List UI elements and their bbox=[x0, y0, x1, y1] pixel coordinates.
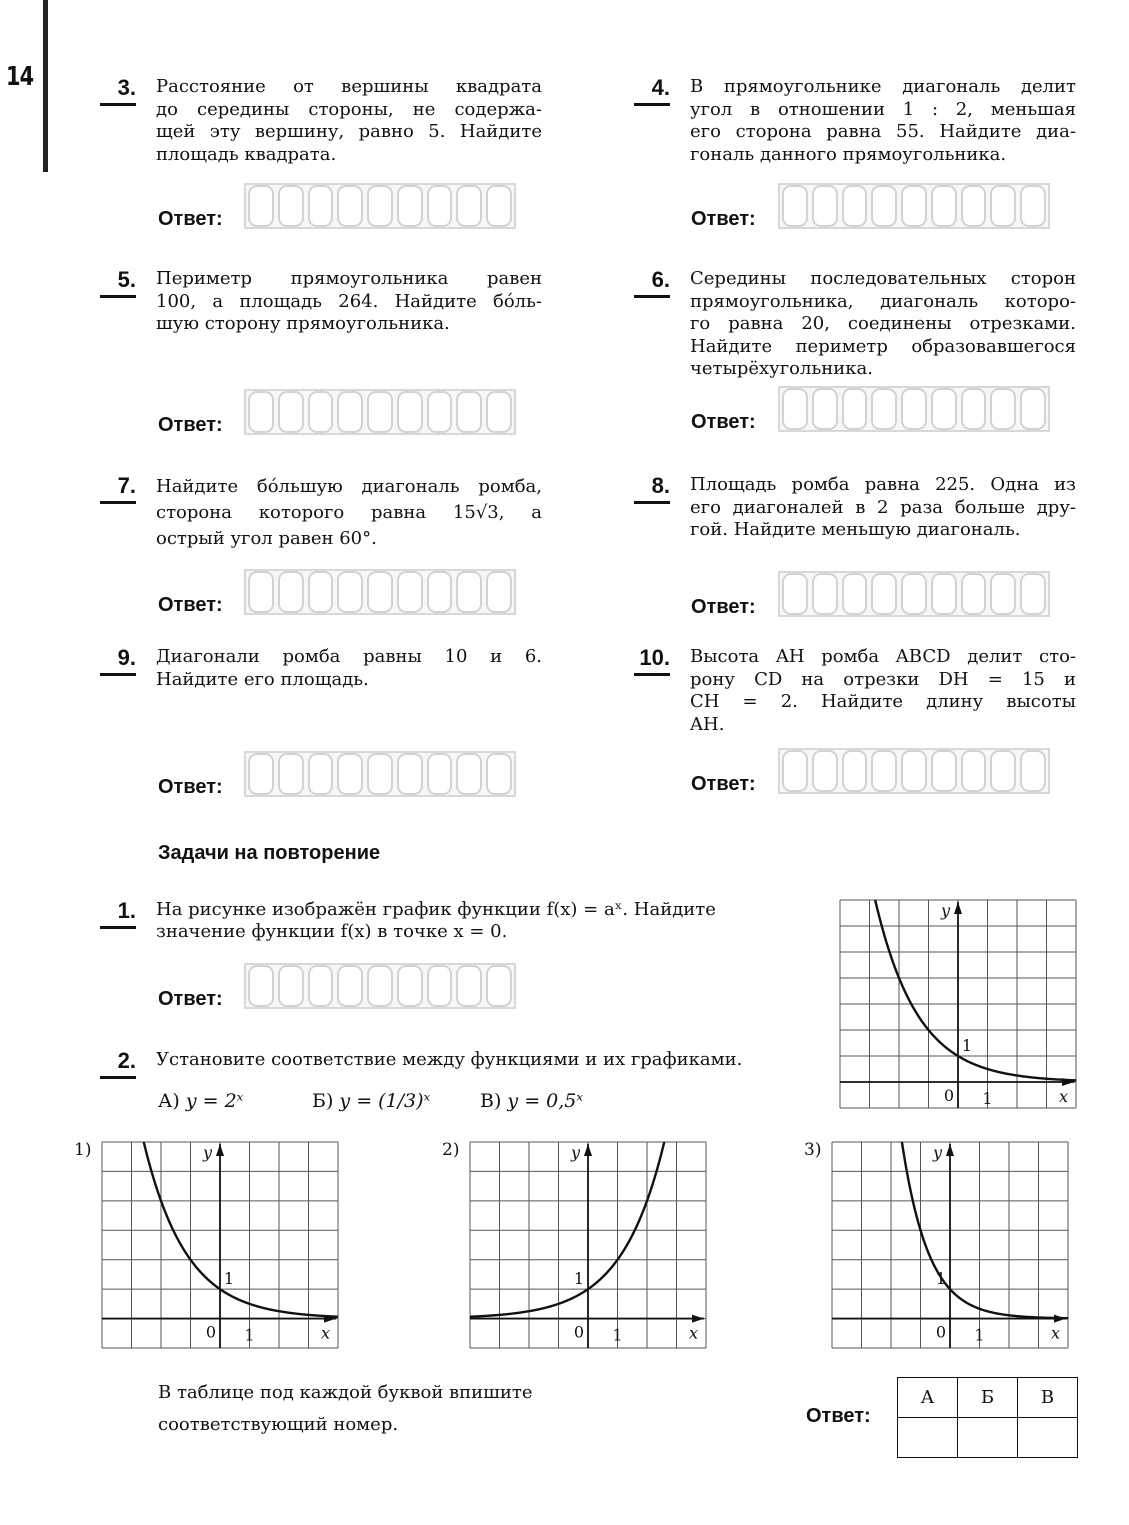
origin-label: 0 bbox=[573, 1322, 585, 1342]
x-axis-arrow bbox=[692, 1315, 704, 1323]
x-axis-label: x bbox=[688, 1323, 698, 1343]
table-header-a: А bbox=[898, 1378, 958, 1418]
task-text: Установите соответствие между функциями и их графиками. bbox=[156, 1049, 743, 1070]
answer-input-9[interactable] bbox=[244, 751, 516, 797]
task-number: 3. bbox=[94, 76, 136, 100]
answer-input-5[interactable] bbox=[244, 389, 516, 435]
y-one-label: 1 bbox=[573, 1269, 585, 1289]
answer-label: Ответ: bbox=[158, 776, 223, 798]
answer-input-10[interactable] bbox=[778, 748, 1050, 794]
origin-label: 0 bbox=[205, 1322, 217, 1342]
answer-label: Ответ: bbox=[691, 596, 756, 618]
answer-label: Ответ: bbox=[806, 1405, 871, 1427]
task-number: 7. bbox=[94, 474, 136, 498]
y-axis-label: y bbox=[570, 1143, 580, 1162]
answer-label: Ответ: bbox=[691, 208, 756, 230]
answer-input-4[interactable] bbox=[778, 183, 1050, 229]
x-one-label: 1 bbox=[974, 1325, 985, 1345]
answer-label: Ответ: bbox=[691, 411, 756, 433]
answer-table bbox=[897, 1377, 1078, 1458]
task-text: Площадь ромба равна 225. Одна из его диагоналей в 2 раза больше дру- гой. Найдите меньшую диагональ. bbox=[690, 474, 1076, 540]
answer-label: Ответ: bbox=[158, 208, 223, 230]
task-number: 1. bbox=[94, 899, 136, 923]
answer-input-review-1[interactable] bbox=[244, 963, 516, 1009]
graph-number-1: 1) bbox=[74, 1140, 92, 1160]
function-curve bbox=[872, 898, 1076, 1080]
x-one-label: 1 bbox=[982, 1089, 993, 1108]
answer-label: Ответ: bbox=[158, 594, 223, 616]
function-curve bbox=[900, 1140, 1068, 1318]
page-number: 14 bbox=[6, 62, 34, 92]
answer-label: Ответ: bbox=[158, 414, 223, 436]
graph-number-3: 3) bbox=[804, 1140, 822, 1160]
task-text: Периметр прямоугольника равен 100, а площадь 264. Найдите бо́ль- шую сторону прямоугольника. bbox=[156, 268, 542, 334]
answer-input-3[interactable] bbox=[244, 183, 516, 229]
x-one-label: 1 bbox=[244, 1325, 255, 1345]
task-text: В прямоугольнике диагональ делит угол в отношении 1 : 2, меньшая его сторона равна 55. Найдите диа- гональ данного прямоугольника. bbox=[690, 76, 1076, 165]
task-text: Расстояние от вершины квадрата до середины стороны, не содержа- щей эту вершину, равно 5. Найдите площадь квадрата. bbox=[156, 76, 542, 165]
y-axis-label: y bbox=[932, 1143, 942, 1162]
y-axis-arrow bbox=[584, 1144, 592, 1156]
table-header-v: В bbox=[1018, 1378, 1078, 1418]
y-axis-label: y bbox=[940, 901, 950, 920]
answer-input-7[interactable] bbox=[244, 569, 516, 615]
y-one-label: 1 bbox=[935, 1269, 947, 1289]
y-axis-arrow bbox=[216, 1144, 224, 1156]
graph-main bbox=[838, 898, 1078, 1110]
task-number: 2. bbox=[94, 1049, 136, 1073]
section-title: Задачи на повторение bbox=[158, 842, 381, 864]
task-text: Высота AH ромба ABCD делит сто- рону CD на отрезки DH = 15 и CH = 2. Найдите длину высоты AH. bbox=[690, 646, 1076, 735]
table-header-b: Б bbox=[958, 1378, 1018, 1418]
y-axis-arrow bbox=[946, 1144, 954, 1156]
task-number: 9. bbox=[94, 646, 136, 670]
task-number: 8. bbox=[628, 474, 670, 498]
task-number: 6. bbox=[628, 268, 670, 292]
graph-1 bbox=[100, 1140, 340, 1350]
task-text: Середины последовательных сторон прямоугольника, диагональ которо- го равна 20, соединены отрезками. Найдите периметр образовавшегося четырёхугольника. bbox=[690, 268, 1076, 379]
origin-label: 0 bbox=[935, 1322, 947, 1342]
option-b: Б) y = (1/3)ˣ bbox=[312, 1090, 431, 1112]
graph-2 bbox=[468, 1140, 708, 1350]
answer-input-6[interactable] bbox=[778, 386, 1050, 432]
task-number: 5. bbox=[94, 268, 136, 292]
x-one-label: 1 bbox=[612, 1325, 623, 1345]
task-text: Диагонали ромба равны 10 и 6. Найдите его площадь. bbox=[156, 646, 542, 690]
task-text: Найдите бо́льшую диагональ ромба, сторона которого равна 15√3, а острый угол равен 60°. bbox=[156, 476, 542, 549]
margin-bar bbox=[43, 0, 48, 172]
graph-3 bbox=[830, 1140, 1070, 1350]
task-number: 4. bbox=[628, 76, 670, 100]
table-instruction: В таблице под каждой буквой впишите соответствующий номер. bbox=[158, 1382, 533, 1435]
y-axis-arrow bbox=[954, 902, 962, 914]
graph-number-2: 2) bbox=[442, 1140, 460, 1160]
answer-label: Ответ: bbox=[691, 773, 756, 795]
task-text: На рисунке изображён график функции f(x) = aˣ. Найдите значение функции f(x) в точке x = 0. bbox=[156, 899, 716, 942]
option-v: В) y = 0,5ˣ bbox=[480, 1090, 584, 1112]
y-axis-label: y bbox=[202, 1143, 212, 1162]
origin-label: 0 bbox=[943, 1086, 955, 1105]
answer-label: Ответ: bbox=[158, 988, 223, 1010]
x-axis-label: x bbox=[320, 1323, 330, 1343]
option-a: А) y = 2ˣ bbox=[158, 1090, 244, 1112]
table-cell-b[interactable] bbox=[958, 1418, 1018, 1458]
x-axis-label: x bbox=[1050, 1323, 1060, 1343]
task-number: 10. bbox=[628, 646, 670, 670]
y-one-label: 1 bbox=[961, 1036, 973, 1055]
table-cell-v[interactable] bbox=[1018, 1418, 1078, 1458]
x-axis-label: x bbox=[1058, 1087, 1068, 1106]
table-cell-a[interactable] bbox=[898, 1418, 958, 1458]
y-one-label: 1 bbox=[223, 1269, 235, 1289]
answer-input-8[interactable] bbox=[778, 571, 1050, 617]
